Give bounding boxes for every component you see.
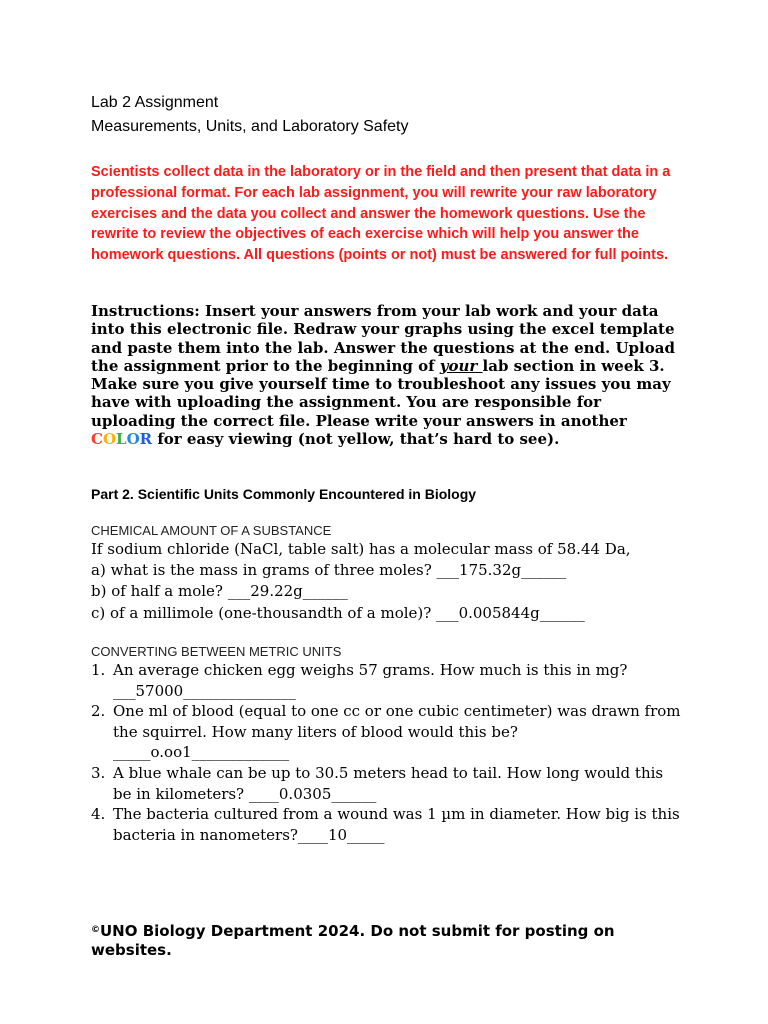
conversion-list (91, 660, 681, 845)
part2-heading: Part 2. Scientific Units Commonly Encountered in Biology (91, 486, 477, 502)
instructions-text-a: Instructions: Insert your answers from your lab work and your data into this electronic file. Redraw your graphs using the excel template and paste them into the lab. Answer the questions at the end. Upload the assignment prior to the beginning of (91, 302, 675, 375)
footer-copyright (91, 922, 671, 960)
chemical-intro-line: If sodium chloride (NaCl, table salt) has a molecular mass of 58.44 Da, (91, 540, 631, 558)
chemical-question-a: a) what is the mass in grams of three moles? ___175.32g______ (91, 561, 567, 579)
color-letter: O (102, 430, 117, 449)
list-item-answer: ____10_____ (297, 825, 385, 844)
list-item (91, 804, 681, 845)
chemical-question-c: c) of a millimole (one-thousandth of a mole)? ___0.005844g______ (91, 604, 585, 622)
converting-section-heading: CONVERTING BETWEEN METRIC UNITS (91, 644, 342, 659)
list-item-number: 1. (91, 661, 106, 679)
color-letter: C (91, 430, 103, 449)
list-item-number: 4. (91, 805, 106, 824)
chemical-section-heading: CHEMICAL AMOUNT OF A SUBSTANCE (91, 523, 332, 538)
document-subtitle: Measurements, Units, and Laboratory Safety (91, 118, 409, 135)
instructions-emphasis: your (439, 356, 483, 375)
intro-paragraph: Scientists collect data in the laboratory or in the field and then present that data in a professional format. For each lab assignment, you will rewrite your raw laboratory exercises and the data you collect and answer the homework questions. Use the rewrite to review the objectives of each exercise which will help you answer the homework questions. All questions (points or not) must be answered for full points. (91, 164, 671, 264)
list-item-question: An average chicken egg weighs 57 grams. How much is this in mg? (113, 661, 628, 679)
instructions-text-c: for easy viewing (not yellow, that’s hard to see). (152, 430, 560, 449)
list-item (91, 660, 681, 701)
color-letter: L (116, 430, 127, 449)
color-letter: R (139, 430, 153, 449)
footer-text: UNO Biology Department 2024. Do not submit for posting on websites. (91, 922, 615, 959)
color-word (91, 430, 152, 448)
document-title: Lab 2 Assignment (91, 94, 219, 111)
copyright-symbol: © (91, 925, 100, 935)
list-item-number: 3. (91, 763, 106, 782)
list-item (91, 763, 681, 804)
list-item-answer: ____0.0305______ (248, 784, 377, 803)
instructions-paragraph (91, 302, 681, 448)
list-item-answer: _____o.oo1_____________ (113, 743, 290, 762)
list-item (91, 701, 681, 763)
color-letter: O (126, 430, 140, 449)
chemical-question-b: b) of half a mole? ___29.22g______ (91, 582, 348, 600)
list-item-question: The bacteria cultured from a wound was 1 µm in diameter. How big is this bacteria in nanometers? (113, 805, 680, 844)
instructions-text-b: lab section in week 3. Make sure you give yourself time to troubleshoot any issues you may have with uploading the assignment. You are responsible for uploading the correct file. Please write your answers in another (91, 356, 671, 430)
list-item-question: A blue whale can be up to 30.5 meters head to tail. How long would this be in kilometers? (113, 763, 664, 803)
list-item-number: 2. (91, 702, 106, 721)
list-item-answer: ___57000_______________ (113, 681, 296, 700)
list-item-question: One ml of blood (equal to one cc or one cubic centimeter) was drawn from the squirrel. How many liters of blood would this be? (113, 702, 681, 741)
